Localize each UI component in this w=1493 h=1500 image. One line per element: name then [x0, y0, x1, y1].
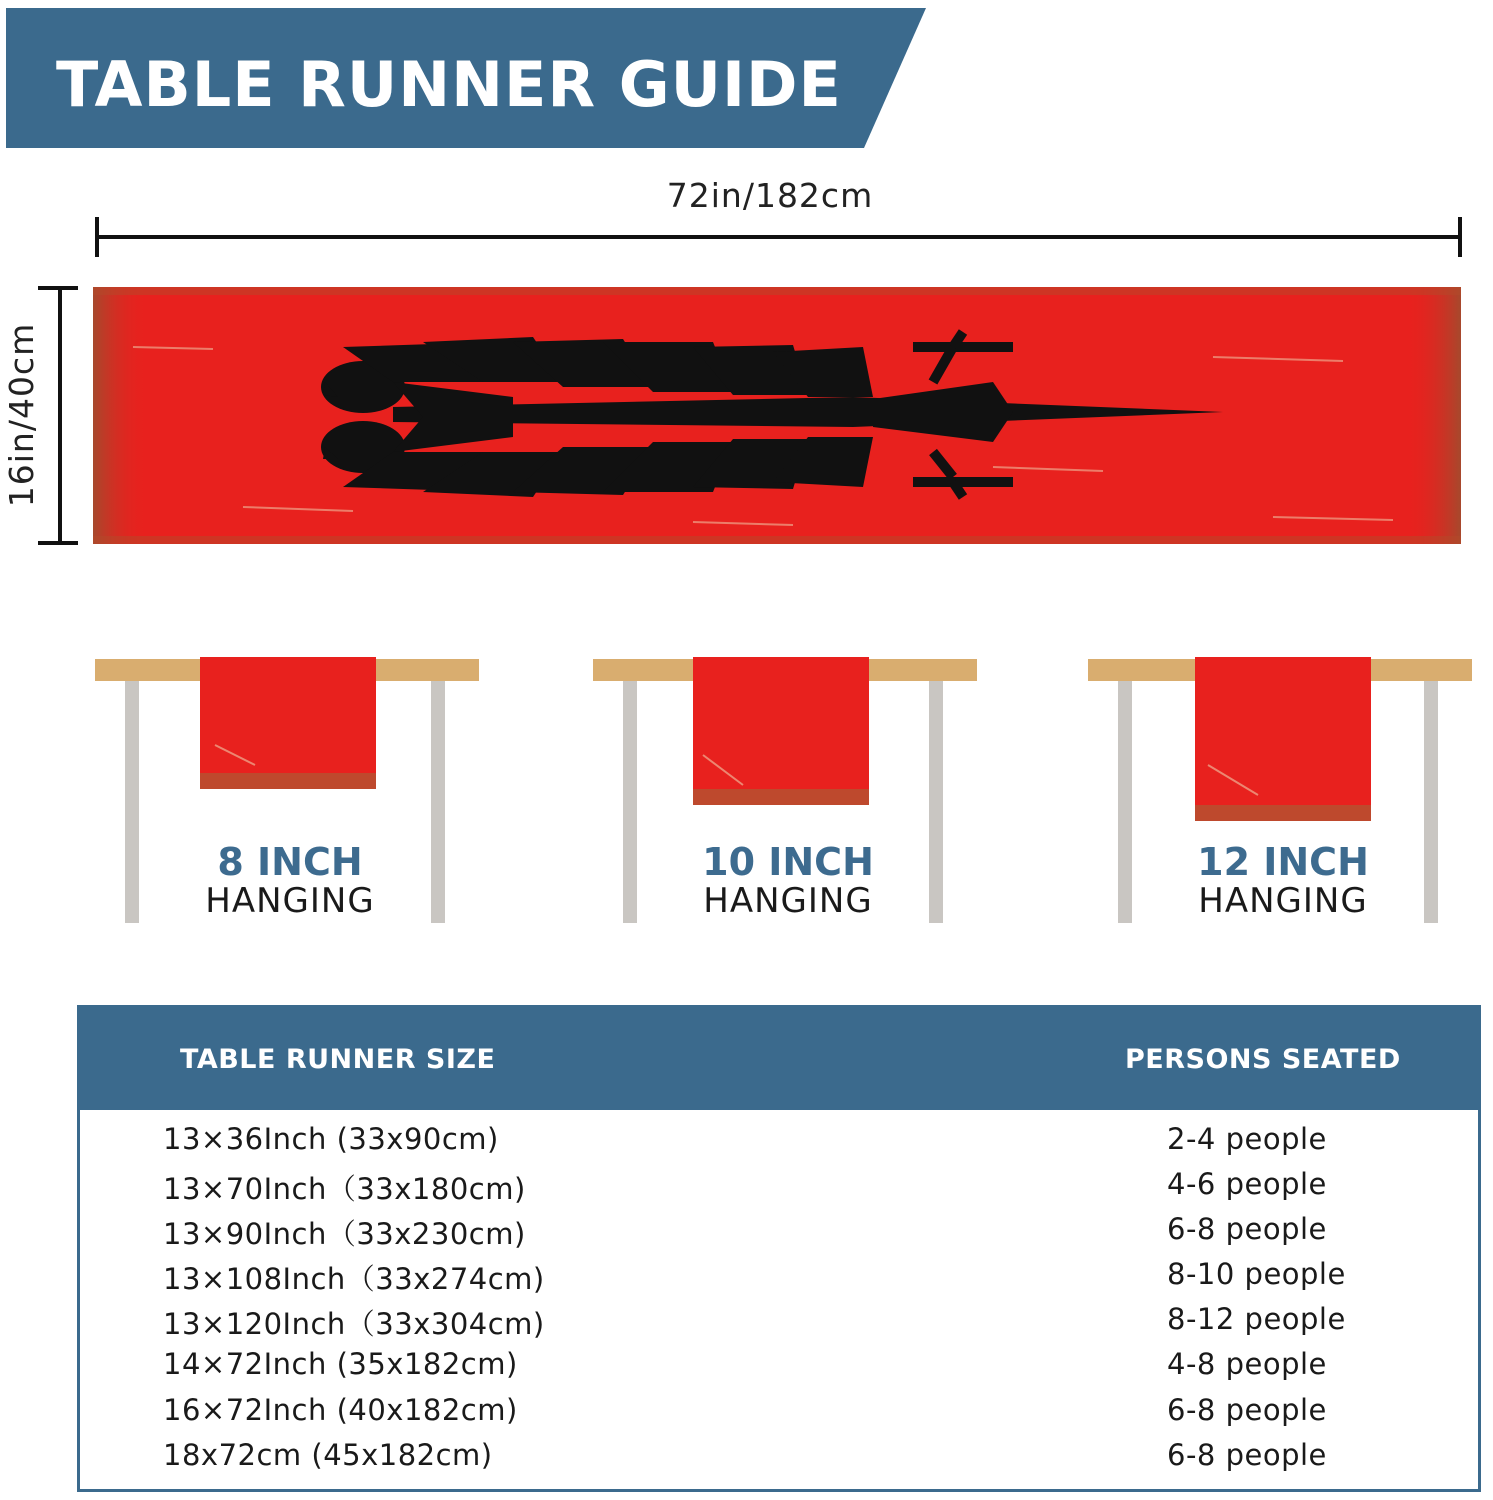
height-dimension-line [30, 285, 80, 547]
table-row [80, 1302, 1478, 1346]
width-dimension-line [90, 212, 1470, 262]
size-table-header [80, 1008, 1478, 1110]
size-cell: 13×108Inch（33x274cm) [163, 1262, 545, 1296]
hanging-12-inch [1088, 655, 1478, 935]
size-cell: 13×90Inch（33x230cm) [163, 1217, 526, 1251]
table-row [80, 1438, 1478, 1482]
persons-cell: 6-8 people [1167, 1438, 1327, 1472]
persons-cell: 6-8 people [1167, 1212, 1327, 1246]
size-cell: 14×72Inch (35x182cm) [163, 1347, 518, 1381]
table-row [80, 1347, 1478, 1391]
size-cell: 16×72Inch (40x182cm) [163, 1393, 518, 1427]
height-dimension-label: 16in/40cm [2, 322, 41, 508]
hanging-size-label: 12 INCH [1197, 840, 1369, 884]
size-table [77, 1005, 1481, 1492]
table-row [80, 1122, 1478, 1166]
hanging-8-inch [95, 655, 485, 935]
size-cell: 13×70Inch（33x180cm) [163, 1172, 526, 1206]
hanging-10-inch [593, 655, 983, 935]
persons-cell: 4-8 people [1167, 1347, 1327, 1381]
size-cell: 13×120Inch（33x304cm) [163, 1307, 545, 1341]
table-row [80, 1257, 1478, 1301]
persons-cell: 2-4 people [1167, 1122, 1327, 1156]
persons-cell: 8-12 people [1167, 1302, 1346, 1336]
page-title: TABLE RUNNER GUIDE [56, 48, 842, 121]
table-row [80, 1393, 1478, 1437]
hanging-word-label: HANGING [703, 881, 873, 921]
persons-cell: 4-6 people [1167, 1167, 1327, 1201]
table-row [80, 1212, 1478, 1256]
hanging-word-label: HANGING [205, 881, 375, 921]
table-runner-flag [93, 287, 1461, 544]
size-cell: 18x72cm (45x182cm) [163, 1438, 493, 1472]
hanging-word-label: HANGING [1198, 881, 1368, 921]
hanging-size-label: 10 INCH [702, 840, 874, 884]
hanging-size-label: 8 INCH [217, 840, 363, 884]
width-dimension-label: 72in/182cm [666, 176, 874, 215]
persons-cell: 6-8 people [1167, 1393, 1327, 1427]
title-banner [6, 8, 926, 148]
column-header-persons: PERSONS SEATED [1125, 1044, 1401, 1075]
table-row [80, 1167, 1478, 1211]
persons-cell: 8-10 people [1167, 1257, 1346, 1291]
size-cell: 13×36Inch (33x90cm) [163, 1122, 499, 1156]
column-header-size: TABLE RUNNER SIZE [180, 1044, 496, 1075]
